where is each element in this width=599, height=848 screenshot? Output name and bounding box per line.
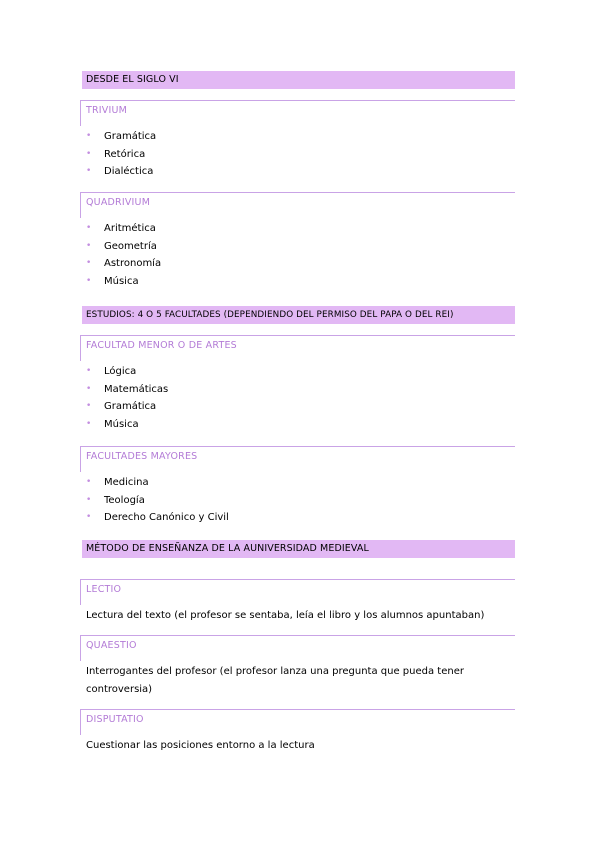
bullet-icon: • xyxy=(86,477,92,487)
lectio-text: Lectura del texto (el profesor se sentaba, leía el libro y los alumnos apuntaban) xyxy=(86,610,485,621)
list-item: • Dialéctica xyxy=(86,163,156,181)
bullet-icon: • xyxy=(86,223,92,233)
facultad-menor-list xyxy=(86,363,168,433)
list-item: • Lógica xyxy=(86,363,168,381)
bullet-icon: • xyxy=(86,131,92,141)
bullet-icon: • xyxy=(86,366,92,376)
bullet-icon: • xyxy=(86,383,92,394)
list-item: • Música xyxy=(86,273,161,291)
bullet-icon: • xyxy=(86,275,92,286)
list-item: • Derecho Canónico y Civil xyxy=(86,509,229,527)
subheader-facultades-mayores: FACULTADES MAYORES xyxy=(80,446,515,472)
list-item: • Astronomía xyxy=(86,255,161,273)
subheader-lectio: LECTIO xyxy=(80,579,515,605)
quadrivium-list xyxy=(86,220,161,290)
section-header-desde-siglo-vi: DESDE EL SIGLO VI xyxy=(82,71,515,89)
bullet-icon: • xyxy=(86,148,92,159)
subheader-facultad-menor: FACULTAD MENOR O DE ARTES xyxy=(80,335,515,361)
list-item: • Matemáticas xyxy=(86,381,168,399)
list-item: • Medicina xyxy=(86,474,229,492)
bullet-icon: • xyxy=(86,166,92,176)
list-item: • Teología xyxy=(86,492,229,510)
list-item: • Gramática xyxy=(86,128,156,146)
bullet-icon: • xyxy=(86,240,92,251)
section-header-estudios: ESTUDIOS: 4 O 5 FACULTADES (DEPENDIENDO DEL PERMISO DEL PAPA O DEL REI) xyxy=(82,306,515,324)
facultades-mayores-list xyxy=(86,474,229,527)
bullet-icon: • xyxy=(86,401,92,411)
section-header-metodo: MÉTODO DE ENSEÑANZA DE LA AUNIVERSIDAD MEDIEVAL xyxy=(82,540,515,558)
bullet-icon: • xyxy=(86,258,92,268)
list-item: • Geometría xyxy=(86,238,161,256)
trivium-list xyxy=(86,128,156,181)
list-item: • Música xyxy=(86,416,168,434)
subheader-disputatio: DISPUTATIO xyxy=(80,709,515,735)
bullet-icon: • xyxy=(86,494,92,505)
subheader-trivium: TRIVIUM xyxy=(80,100,515,126)
subheader-quaestio: QUAESTIO xyxy=(80,635,515,661)
list-item: • Aritmética xyxy=(86,220,161,238)
list-item: • Retórica xyxy=(86,146,156,164)
list-item: • Gramática xyxy=(86,398,168,416)
subheader-quadrivium: QUADRIVIUM xyxy=(80,192,515,218)
disputatio-text: Cuestionar las posiciones entorno a la lectura xyxy=(86,740,315,751)
quaestio-text: Interrogantes del profesor (el profesor lanza una pregunta que pueda tener controversia) xyxy=(86,666,464,695)
bullet-icon: • xyxy=(86,512,92,522)
bullet-icon: • xyxy=(86,418,92,429)
